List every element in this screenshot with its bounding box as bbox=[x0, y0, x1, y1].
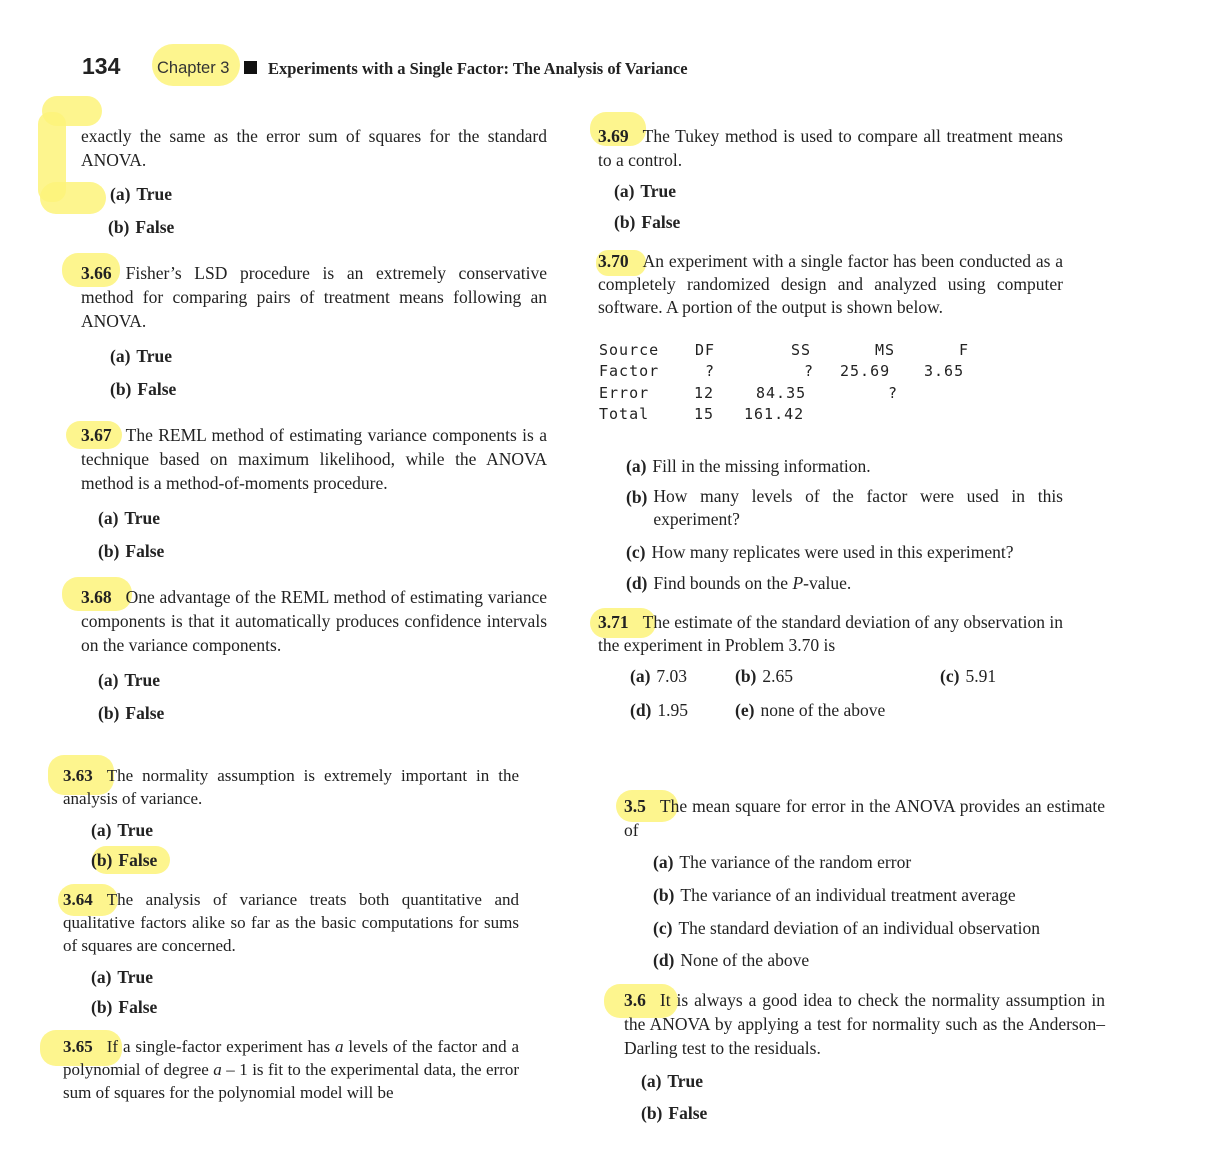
part-text: How many replicates were used in this experiment? bbox=[651, 542, 1014, 562]
option-b bbox=[614, 210, 680, 234]
option-label: (b) bbox=[735, 666, 757, 686]
option-label: (a) bbox=[98, 508, 119, 528]
option-a bbox=[91, 965, 153, 989]
option-a bbox=[641, 1069, 703, 1093]
option-a bbox=[98, 506, 160, 530]
option-text: True bbox=[667, 1071, 704, 1091]
chapter-label: Chapter 3 bbox=[157, 59, 230, 77]
option-label: (b) bbox=[110, 379, 132, 399]
option-b bbox=[98, 539, 164, 563]
question-number: 3.5 bbox=[624, 796, 646, 816]
question-text-part1: If a single-factor experiment has bbox=[106, 1037, 331, 1056]
option-text: True bbox=[136, 184, 173, 204]
option-label: (e) bbox=[735, 700, 755, 720]
option-label: (a) bbox=[110, 346, 131, 366]
table-cell: Total bbox=[599, 405, 650, 423]
table-cell: 161.42 bbox=[744, 405, 805, 423]
option-b bbox=[91, 995, 157, 1019]
option-a bbox=[614, 179, 676, 203]
table-cell: ? bbox=[705, 362, 716, 380]
option-a bbox=[91, 818, 153, 842]
option-text: 7.03 bbox=[656, 666, 688, 686]
part-text: Find bounds on the bbox=[653, 573, 789, 593]
option-text: 1.95 bbox=[657, 700, 689, 720]
part-text-after: -value. bbox=[803, 573, 852, 593]
table-cell: ? bbox=[888, 384, 899, 402]
option-e bbox=[735, 698, 885, 722]
table-header-df: DF bbox=[695, 341, 716, 359]
option-b bbox=[98, 701, 164, 725]
option-d bbox=[630, 698, 688, 722]
part-c bbox=[626, 540, 1013, 564]
option-label: (b) bbox=[98, 703, 120, 723]
option-text: False bbox=[135, 217, 175, 237]
option-text: True bbox=[124, 508, 161, 528]
table-header-ss: SS bbox=[791, 341, 812, 359]
option-text: 5.91 bbox=[965, 666, 997, 686]
p-value-italic: P bbox=[792, 573, 804, 593]
option-text: False bbox=[668, 1103, 708, 1123]
part-label: (d) bbox=[626, 573, 648, 593]
option-label: (b) bbox=[653, 885, 675, 905]
continuation-text: exactly the same as the error sum of squares for the standard ANOVA. bbox=[81, 126, 547, 170]
question-text: One advantage of the REML method of estimating variance components is that it automatically produces confidence intervals on the variance components. bbox=[81, 587, 547, 655]
question-text: It is always a good idea to check the normality assumption in the ANOVA by applying a test for normality such as the Anderson–Darling test to the residuals. bbox=[624, 990, 1105, 1058]
option-text: True bbox=[136, 346, 173, 366]
chapter-separator-square bbox=[244, 61, 257, 74]
option-label: (a) bbox=[110, 184, 131, 204]
question-number: 3.64 bbox=[63, 890, 93, 909]
page-number: 134 bbox=[82, 53, 121, 79]
table-cell: ? bbox=[804, 362, 815, 380]
option-b bbox=[653, 883, 1016, 907]
question-text: The normality assumption is extremely important in the analysis of variance. bbox=[63, 766, 519, 808]
option-label: (a) bbox=[98, 670, 119, 690]
part-b bbox=[626, 485, 1063, 531]
question-number: 3.66 bbox=[81, 263, 112, 283]
option-b bbox=[110, 377, 176, 401]
part-label: (b) bbox=[626, 487, 648, 507]
option-text: none of the above bbox=[760, 700, 886, 720]
option-text: None of the above bbox=[680, 950, 810, 970]
variable-a: a bbox=[213, 1060, 222, 1079]
question-number: 3.70 bbox=[598, 251, 629, 271]
option-label: (b) bbox=[91, 997, 113, 1017]
question-text-part2: levels of the factor and a polynomial of degree bbox=[63, 1037, 520, 1079]
question-number: 3.65 bbox=[63, 1037, 93, 1056]
option-label: (b) bbox=[108, 217, 130, 237]
question-3-6 bbox=[624, 988, 1105, 1060]
option-label: (a) bbox=[653, 852, 674, 872]
question-3-65 bbox=[63, 1035, 519, 1104]
option-label: (a) bbox=[641, 1071, 662, 1091]
option-label: (b) bbox=[614, 212, 636, 232]
option-label: (a) bbox=[91, 820, 112, 840]
table-header-f: F bbox=[959, 341, 970, 359]
option-text: False bbox=[641, 212, 681, 232]
option-c bbox=[940, 664, 996, 688]
option-label: (a) bbox=[614, 181, 635, 201]
option-text: False bbox=[118, 997, 158, 1017]
option-text: True bbox=[124, 670, 161, 690]
question-text: An experiment with a single factor has been conducted as a completely randomized design and analyzed using computer software. A portion of the output is shown below. bbox=[598, 251, 1063, 317]
option-b bbox=[641, 1101, 707, 1125]
option-label: (c) bbox=[940, 666, 960, 686]
question-3-66 bbox=[81, 261, 547, 333]
option-text: The variance of an individual treatment average bbox=[680, 885, 1016, 905]
option-text: 2.65 bbox=[762, 666, 794, 686]
variable-a: a bbox=[335, 1037, 344, 1056]
question-3-67 bbox=[81, 423, 547, 495]
question-text-part3: – 1 is fit to the experimental data, the error sum of squares for the polynomial model will be bbox=[63, 1060, 519, 1102]
anova-output-table bbox=[599, 340, 989, 430]
table-cell: Error bbox=[599, 384, 650, 402]
highlight-left-bracket-foot bbox=[40, 182, 106, 214]
question-3-63 bbox=[63, 764, 519, 810]
option-text: True bbox=[117, 820, 154, 840]
option-text: False bbox=[137, 379, 177, 399]
option-label: (b) bbox=[91, 850, 113, 870]
option-text: False bbox=[125, 541, 165, 561]
table-cell: 84.35 bbox=[756, 384, 807, 402]
option-b bbox=[91, 848, 157, 872]
option-label: (b) bbox=[641, 1103, 663, 1123]
part-a bbox=[626, 454, 871, 478]
part-d bbox=[626, 571, 851, 595]
question-text: The mean square for error in the ANOVA provides an estimate of bbox=[624, 796, 1105, 840]
option-text: True bbox=[117, 967, 154, 987]
option-text: False bbox=[125, 703, 165, 723]
question-3-5 bbox=[624, 794, 1105, 842]
question-text: Fisher’s LSD procedure is an extremely conservative method for comparing pairs of treatment means following an ANOVA. bbox=[81, 263, 547, 331]
option-text: The variance of the random error bbox=[679, 852, 912, 872]
option-text: True bbox=[640, 181, 677, 201]
table-cell: Factor bbox=[599, 362, 660, 380]
question-3-69 bbox=[598, 124, 1063, 172]
question-number: 3.63 bbox=[63, 766, 93, 785]
option-a bbox=[630, 664, 687, 688]
option-b bbox=[735, 664, 793, 688]
table-cell: 25.69 bbox=[840, 362, 891, 380]
table-cell: 3.65 bbox=[924, 362, 965, 380]
question-text: The REML method of estimating variance components is a technique based on maximum likelihood, while the ANOVA method is a method-of-moments procedure. bbox=[81, 425, 547, 493]
option-label: (d) bbox=[653, 950, 675, 970]
option-b bbox=[108, 215, 174, 239]
option-text: False bbox=[118, 850, 158, 870]
option-a bbox=[110, 182, 172, 206]
part-label: (a) bbox=[626, 456, 647, 476]
option-d bbox=[653, 948, 809, 972]
question-3-68 bbox=[81, 585, 547, 657]
option-a bbox=[110, 344, 172, 368]
option-label: (c) bbox=[653, 918, 673, 938]
option-label: (d) bbox=[630, 700, 652, 720]
question-number: 3.68 bbox=[81, 587, 112, 607]
question-text: The Tukey method is used to compare all treatment means to a control. bbox=[598, 126, 1063, 170]
table-header-source: Source bbox=[599, 341, 660, 359]
table-cell: 15 bbox=[694, 405, 715, 423]
table-cell: 12 bbox=[694, 384, 715, 402]
option-label: (b) bbox=[98, 541, 120, 561]
question-number: 3.67 bbox=[81, 425, 112, 445]
question-number: 3.71 bbox=[598, 612, 629, 632]
option-label: (a) bbox=[630, 666, 651, 686]
question-3-64 bbox=[63, 888, 519, 957]
option-c bbox=[653, 916, 1040, 940]
question-3-70 bbox=[598, 250, 1063, 319]
question-number: 3.69 bbox=[598, 126, 629, 146]
option-a bbox=[653, 850, 911, 874]
chapter-title: Experiments with a Single Factor: The Analysis of Variance bbox=[268, 59, 688, 78]
option-label: (a) bbox=[91, 967, 112, 987]
part-text: Fill in the missing information. bbox=[652, 456, 871, 476]
part-text: How many levels of the factor were used in this experiment? bbox=[653, 486, 1063, 529]
option-a bbox=[98, 668, 160, 692]
option-text: The standard deviation of an individual observation bbox=[678, 918, 1041, 938]
part-label: (c) bbox=[626, 542, 646, 562]
question-text: The analysis of variance treats both quantitative and qualitative factors alike so far as the basic computations for sums of squares are concerned. bbox=[63, 890, 519, 955]
question-text: The estimate of the standard deviation of any observation in the experiment in Problem 3.70 is bbox=[598, 612, 1063, 655]
question-3-71 bbox=[598, 611, 1063, 657]
table-header-ms: MS bbox=[875, 341, 896, 359]
question-number: 3.6 bbox=[624, 990, 646, 1010]
